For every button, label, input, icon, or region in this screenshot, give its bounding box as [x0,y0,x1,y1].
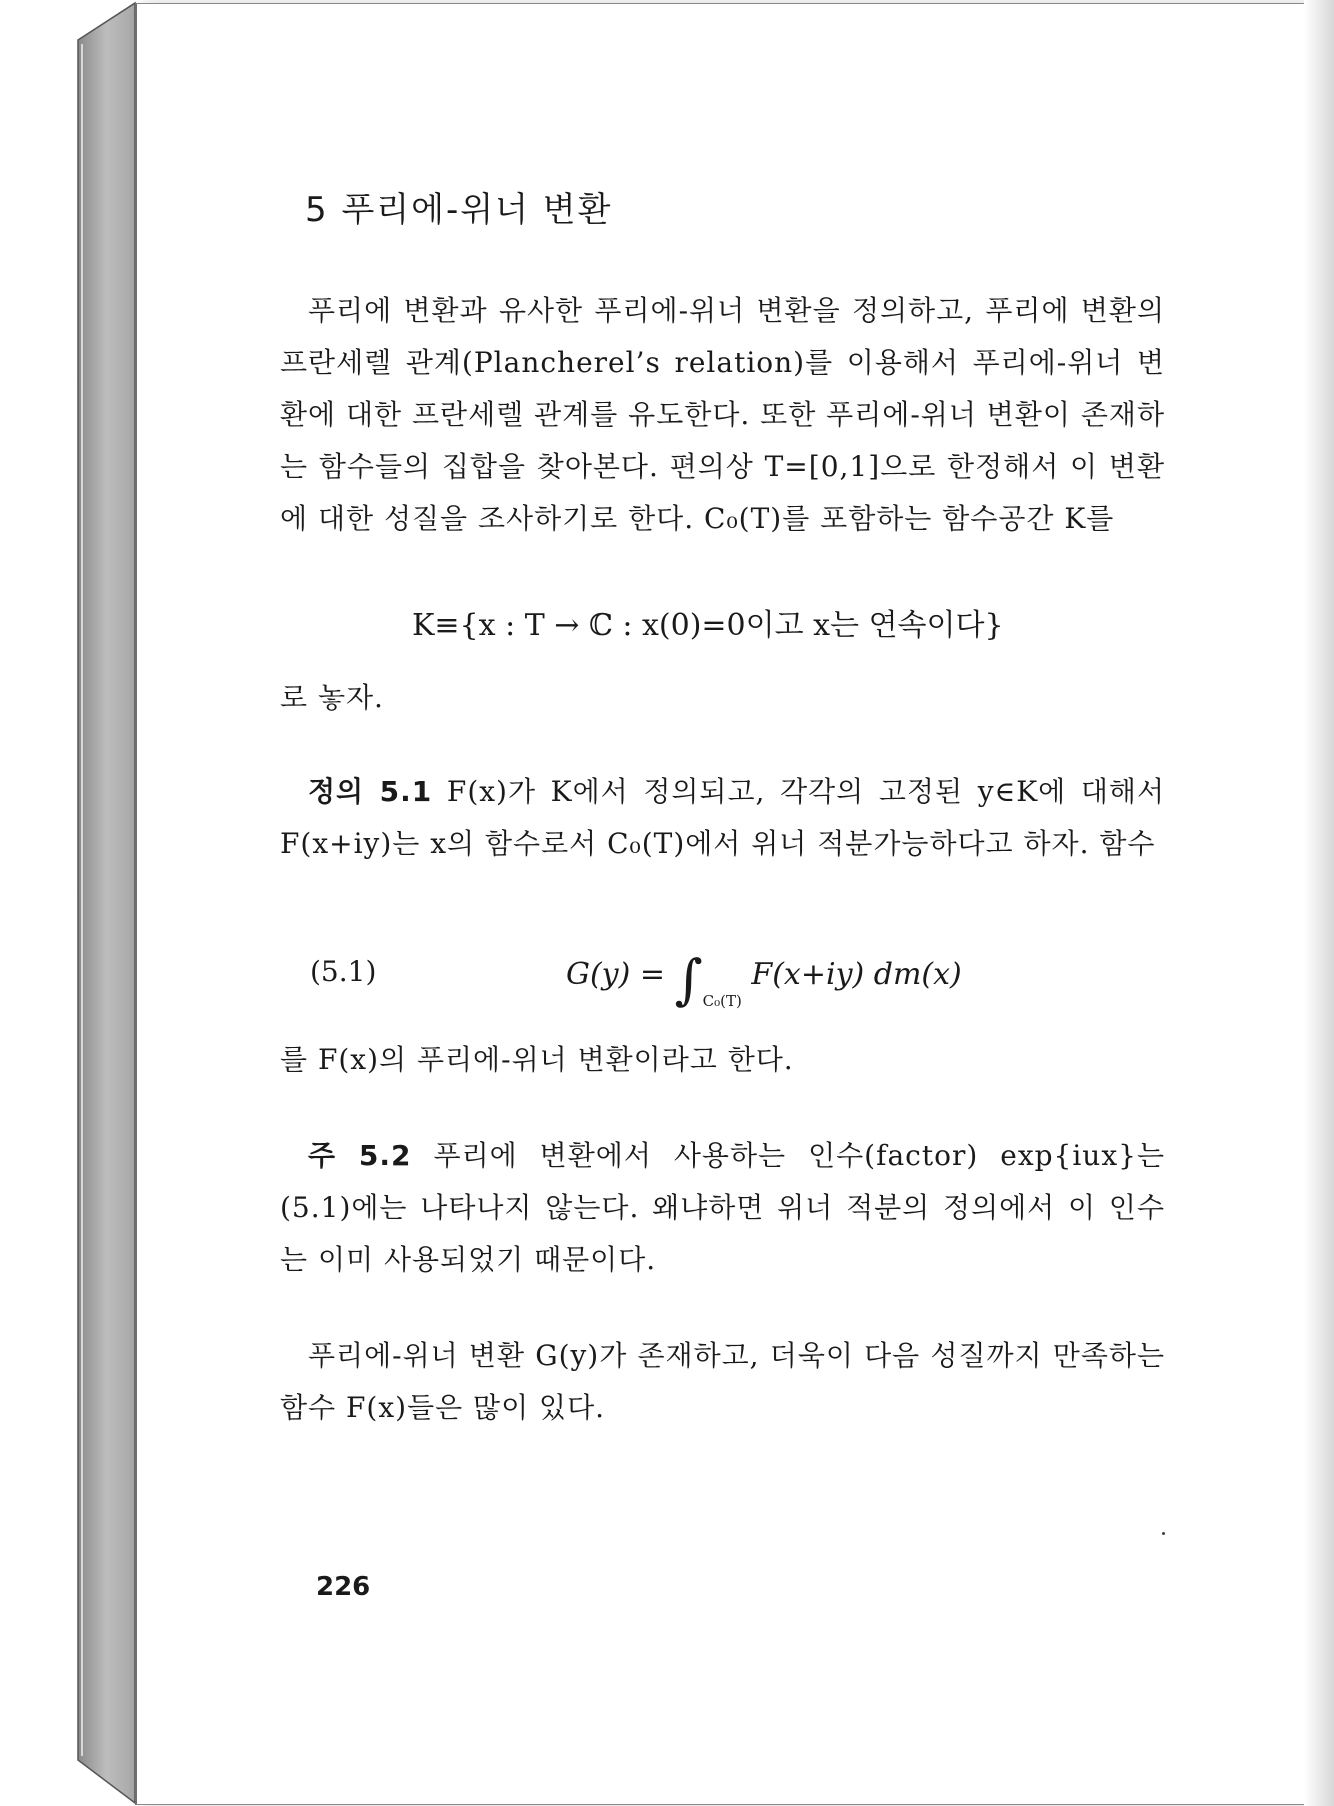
note-label: 주 5.2 [308,1139,412,1172]
page-number: 226 [316,1572,371,1602]
integral-sign: ∫ [674,948,703,1011]
definition-paragraph [280,766,1165,870]
definition-text: F(x)가 K에서 정의되고, 각각의 고정된 y∈K에 대해서 F(x+iy)는 x의 함수로서 C₀(T)에서 위너 적분가능하다고 하자. 함수 [280,775,1166,860]
book-spine [0,0,140,1806]
definition-label: 정의 5.1 [308,775,433,808]
note-text: 푸리에 변환에서 사용하는 인수(factor) exp{iux}는 (5.1)에는 나타나지 않는다. 왜냐하면 위너 적분의 정의에서 이 인수는 이미 사용되었기 때문이다. [280,1139,1165,1276]
page-speck [1162,1532,1165,1535]
intro-paragraph [280,285,1165,545]
note-paragraph [280,1130,1165,1286]
equation-lhs: G(y) = [566,957,675,992]
intro-text: 푸리에 변환과 유사한 푸리에-위너 변환을 정의하고, 푸리에 변환의 프란세렐 관계(Plancherel’s relation)를 이용해서 푸리에-위너 변환에 대한 프란세렐 관계를 유도한다. 또한 푸리에-위너 변환이 존재하는 함수들의 집합을 찾아본다. 편의상 T=[0,1]으로 한정해서 이 변환에 대한 성질을 조사하기로 한다. C₀(T)를 포함하는 함수공간 K를 [280,294,1165,535]
book-page [135,3,1305,1805]
fourier-wiener-equation [566,948,962,1011]
closing-paragraph [280,1330,1165,1434]
equation-rhs: F(x+iy) dm(x) [741,957,962,992]
definition-tail [280,1034,1185,1086]
let-line: 로 놓자. [280,681,384,714]
let-text [280,672,1185,724]
page-edge-shadow [1304,0,1334,1806]
integral-domain: C₀(T) [702,992,742,1010]
equation-number: (5.1) [310,955,377,988]
closing-text: 푸리에-위너 변환 G(y)가 존재하고, 더욱이 다음 성질까지 만족하는 함수 F(x)들은 많이 있다. [280,1339,1165,1424]
section-heading: 5 푸리에-위너 변환 [305,190,613,230]
k-definition-formula: K≡{x : T → ℂ : x(0)=0이고 x는 연속이다} [412,608,1004,643]
definition-tail-text: 를 F(x)의 푸리에-위너 변환이라고 한다. [280,1043,794,1076]
